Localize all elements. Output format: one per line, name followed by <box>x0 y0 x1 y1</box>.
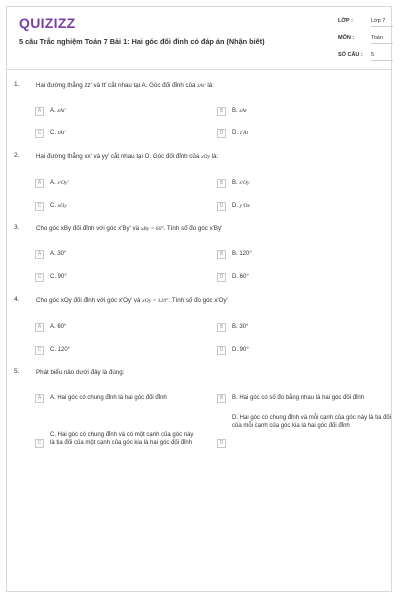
question-number: 5. <box>14 368 20 375</box>
quizizz-logo: QUIZIZZ <box>19 15 76 31</box>
option-box[interactable]: C <box>35 346 44 355</box>
option-box[interactable]: A <box>35 107 44 116</box>
option-box[interactable]: D <box>217 273 226 282</box>
worksheet-header <box>7 7 391 70</box>
angle-symbol: zAt' <box>197 83 206 89</box>
option-box[interactable]: B <box>217 323 226 332</box>
angle-symbol: xOy = 120° <box>142 298 169 304</box>
option-box[interactable]: A <box>35 323 44 332</box>
question-text: Cho góc xOy đối đỉnh với góc x'Oy' và xOy = 120°. Tính số đo góc x'Oy' <box>36 297 228 304</box>
question-text: Hai đường thẳng zz' và tt' cắt nhau tại A. Góc đối đỉnh của zAt' là: <box>36 82 214 89</box>
option-box[interactable]: A <box>35 179 44 188</box>
question-number: 4. <box>14 296 20 303</box>
option-box[interactable]: D <box>217 439 226 448</box>
option-box[interactable]: C <box>35 273 44 282</box>
question-number: 3. <box>14 224 20 231</box>
meta-class-value: Lớp 7 <box>371 18 393 27</box>
option-box[interactable]: B <box>217 250 226 259</box>
option-box[interactable]: A <box>35 250 44 259</box>
meta-subject-value: Toán <box>371 35 393 44</box>
question-number: 2. <box>14 152 20 159</box>
option-box[interactable]: D <box>217 202 226 211</box>
question-text: Cho góc xBy đối đỉnh với góc x'By' và xBy = 60°. Tính số đo góc x'By' <box>36 225 223 232</box>
option-box[interactable]: A <box>35 394 44 403</box>
angle-symbol: xOy <box>201 154 211 160</box>
meta-subject-label: MÔN : <box>338 35 355 41</box>
question-number: 1. <box>14 81 20 88</box>
option-box[interactable]: B <box>217 179 226 188</box>
meta-class-label: LỚP : <box>338 18 353 24</box>
option-box[interactable]: C <box>35 202 44 211</box>
option-box[interactable]: B <box>217 107 226 116</box>
question-text: Phát biểu nào dưới đây là đúng: <box>36 369 125 376</box>
angle-symbol: xBy = 60° <box>140 226 164 232</box>
meta-count-label: SỐ CÂU : <box>338 52 363 58</box>
option-box[interactable]: C <box>35 439 44 448</box>
option-box[interactable]: D <box>217 129 226 138</box>
worksheet-title: 5 câu Trắc nghiệm Toán 7 Bài 1: Hai góc đối đỉnh có đáp án (Nhận biết) <box>19 37 265 46</box>
option-box[interactable]: B <box>217 394 226 403</box>
option-box[interactable]: C <box>35 129 44 138</box>
meta-count-value: 5 <box>371 52 393 61</box>
worksheet-page: QUIZIZZ 5 câu Trắc nghiệm Toán 7 Bài 1: Hai góc đối đỉnh có đáp án (Nhận biết) LỚP : Lớp 7 MÔN : Toán SỐ CÂU : 5 1. Hai đường thẳng zz' và tt' cắt nhau tại A. Góc đối đỉnh của zAt' là: A A. zAt' B B. zAt C C. tAt' D D. z'At 2. Hai đường thẳng xx' và yy' cắt nhau tại O. Góc đối đỉnh của xOy là: A A. x'Oy' B B. x'Oy C C. xOy D D. y'Ox 3. Cho góc xBy đối đỉnh với góc x'By' và xBy = 60°. Tính số đo góc x'By' A A. 30° B B. 120° C C. 90° D D. 60° 4. Cho góc xOy đối đỉnh với góc x'Oy' và xOy = 120°. Tính số đo góc x'Oy' A A. 60° B B. 30° C C. 120° D D. 90° 5. Phát biểu nào dưới đây là đúng: A A. Hai góc có chung đỉnh là hai góc đối đỉnh B B. Hai góc có số đo bằng nhau là hai góc đối đỉnh C C. Hai góc có chung đỉnh và có một cạnh của góc này là tia đối của một cạnh của góc kia là hai góc đối đỉnh D D. Hai góc có chung đỉnh và mỗi cạnh của góc này là tia đối của mỗi cạnh của góc kia là hai góc đối đỉnh <box>6 6 392 592</box>
option-box[interactable]: D <box>217 346 226 355</box>
question-text: Hai đường thẳng xx' và yy' cắt nhau tại O. Góc đối đỉnh của xOy là: <box>36 153 219 160</box>
